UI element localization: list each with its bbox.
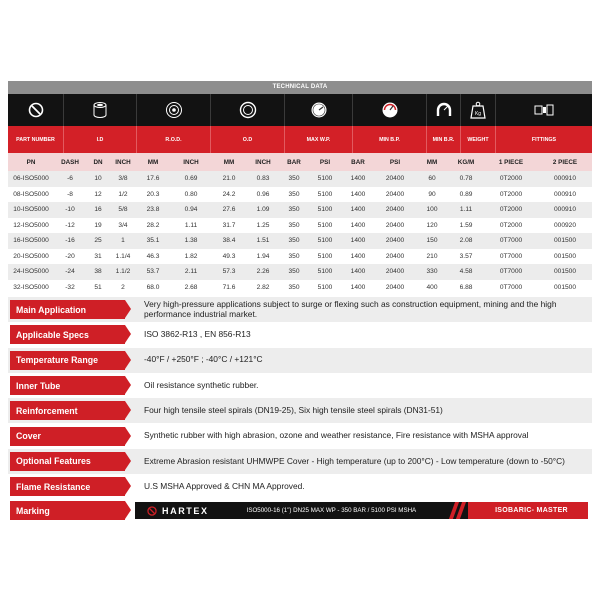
table-cell: 1400 <box>350 252 366 260</box>
table-cell: 2 <box>121 283 125 291</box>
table-cell: 5100 <box>317 190 333 198</box>
subheader-cell: DASH <box>61 158 79 166</box>
part-number-cell: 08-ISO5000 <box>13 190 49 198</box>
table-cell: 20400 <box>385 190 405 198</box>
icon-header-row <box>8 94 592 126</box>
spec-value: Four high tensile steel spirals (DN19-25), Six high tensile steel spirals (DN31-51) <box>144 405 443 416</box>
header-max-wp: MAX W.P. <box>285 126 353 153</box>
spec-row <box>8 423 592 448</box>
technical-data-title: TECHNICAL DATA <box>8 81 592 94</box>
table-cell: 38 <box>94 268 102 276</box>
spec-label: Main Application <box>10 300 125 319</box>
table-cell: 5100 <box>317 268 333 276</box>
part-number-cell: 16-ISO5000 <box>13 237 49 245</box>
table-cell: 20400 <box>385 283 405 291</box>
spec-row-marking <box>8 499 592 522</box>
subheader-cell: 2 PIECE <box>552 158 578 166</box>
table-cell: 1400 <box>350 175 366 183</box>
bend-radius-icon <box>427 94 461 126</box>
table-cell: 19 <box>94 221 102 229</box>
table-cell: 27.6 <box>222 206 236 214</box>
table-cell: 001500 <box>553 252 576 260</box>
subheader-cell: DN <box>93 158 103 166</box>
table-row <box>8 280 592 296</box>
brand-name: HARTEX <box>162 505 209 516</box>
table-cell: 0T2000 <box>499 206 523 214</box>
table-cell: 31 <box>94 252 102 260</box>
outer-diameter-icon <box>211 94 285 126</box>
table-cell: 1.1/2 <box>115 268 131 276</box>
part-number-cell: 20-ISO5000 <box>13 252 49 260</box>
header-id: I.D <box>64 126 137 153</box>
table-cell: 0T7000 <box>499 268 523 276</box>
spec-row <box>8 373 592 398</box>
table-cell: 0T2000 <box>499 175 523 183</box>
subheader-cell: PSI <box>319 158 331 166</box>
table-row <box>8 264 592 280</box>
header-weight: WEIGHT <box>461 126 496 153</box>
table-cell: 350 <box>288 190 300 198</box>
table-cell: 21.0 <box>222 175 236 183</box>
spec-label: Marking <box>10 501 125 520</box>
table-cell: 350 <box>288 268 300 276</box>
subheader-cell: 1 PIECE <box>498 158 524 166</box>
spec-label: Flame Resistance <box>10 477 125 496</box>
svg-text:Kg: Kg <box>474 111 482 117</box>
table-cell: -12 <box>65 221 75 229</box>
subheader-cell: INCH <box>255 158 271 166</box>
part-number-cell: 32-ISO5000 <box>13 283 49 291</box>
table-cell: 20400 <box>385 237 405 245</box>
subheader-cell: MM <box>426 158 438 166</box>
table-cell: 1400 <box>350 190 366 198</box>
table-cell: 330 <box>426 268 438 276</box>
table-cell: 28.2 <box>146 221 160 229</box>
table-cell: 120 <box>426 221 438 229</box>
table-cell: 000910 <box>553 206 576 214</box>
table-cell: 57.3 <box>222 268 236 276</box>
table-cell: -16 <box>65 237 75 245</box>
spec-row <box>8 449 592 474</box>
header-part-number: PART NUMBER <box>8 126 64 153</box>
header-min-br: MIN B.R. <box>427 126 461 153</box>
table-cell: 53.7 <box>146 268 160 276</box>
table-cell: 0.96 <box>256 190 270 198</box>
table-cell: 0T7000 <box>499 252 523 260</box>
table-cell: 17.6 <box>146 175 160 183</box>
column-group-header-row <box>8 126 592 153</box>
table-cell: 0T2000 <box>499 221 523 229</box>
subheader-cell: MM <box>223 158 235 166</box>
subheader-cell: MM <box>147 158 159 166</box>
subheader-cell: PSI <box>389 158 401 166</box>
part-number-cell: 06-ISO5000 <box>13 175 49 183</box>
table-cell: 350 <box>288 206 300 214</box>
technical-data-sheet <box>8 81 592 522</box>
table-cell: 2.82 <box>256 283 270 291</box>
table-cell: 1.94 <box>256 252 270 260</box>
table-cell: 350 <box>288 283 300 291</box>
reinforcement-diameter-icon <box>137 94 211 126</box>
fittings-icon <box>496 94 592 126</box>
table-cell: 5100 <box>317 252 333 260</box>
table-cell: 0.80 <box>184 190 198 198</box>
table-cell: 001500 <box>553 283 576 291</box>
spec-label: Cover <box>10 427 125 446</box>
table-cell: 5100 <box>317 221 333 229</box>
table-cell: 000910 <box>553 175 576 183</box>
table-cell: 1400 <box>350 237 366 245</box>
subheader-cell: INCH <box>115 158 131 166</box>
table-cell: 20400 <box>385 175 405 183</box>
table-cell: 20.3 <box>146 190 160 198</box>
spec-label: Reinforcement <box>10 401 125 420</box>
table-cell: 0.78 <box>459 175 473 183</box>
unit-subheader-row <box>8 153 592 171</box>
spec-value: U.S MSHA Approved & CHN MA Approved. <box>144 480 305 491</box>
table-cell: 24.2 <box>222 190 236 198</box>
table-cell: 0.89 <box>459 190 473 198</box>
burst-gauge-icon <box>353 94 427 126</box>
table-cell: 3/4 <box>118 221 128 229</box>
table-cell: 12 <box>94 190 102 198</box>
table-row <box>8 249 592 265</box>
table-cell: 1.38 <box>184 237 198 245</box>
table-cell: 2.68 <box>184 283 198 291</box>
spec-row <box>8 398 592 423</box>
table-cell: 350 <box>288 221 300 229</box>
spec-value: -40°F / +250°F ; -40°C / +121°C <box>144 354 263 365</box>
table-cell: 20400 <box>385 221 405 229</box>
table-cell: 51 <box>94 283 102 291</box>
spec-value: Synthetic rubber with high abrasion, ozone and weather resistance, Fire resistance with MSHA approval <box>144 430 529 441</box>
table-cell: 71.6 <box>222 283 236 291</box>
table-cell: 1.59 <box>459 221 473 229</box>
spec-row <box>8 474 592 499</box>
table-cell: 20400 <box>385 268 405 276</box>
table-cell: 20400 <box>385 206 405 214</box>
part-number-cell: 12-ISO5000 <box>13 221 49 229</box>
table-cell: 350 <box>288 252 300 260</box>
table-cell: 150 <box>426 237 438 245</box>
table-row <box>8 218 592 234</box>
table-cell: 0T2000 <box>499 190 523 198</box>
table-cell: 400 <box>426 283 438 291</box>
marking-iso-label: ISOBARIC- MASTER <box>495 507 568 515</box>
table-cell: 1.82 <box>184 252 198 260</box>
table-cell: 90 <box>428 190 436 198</box>
table-cell: 4.58 <box>459 268 473 276</box>
data-table-body <box>8 171 592 295</box>
spec-label: Inner Tube <box>10 376 125 395</box>
weight-icon <box>461 94 496 126</box>
table-row <box>8 233 592 249</box>
table-cell: 25 <box>94 237 102 245</box>
spec-value: Oil resistance synthetic rubber. <box>144 379 259 390</box>
table-cell: 46.3 <box>146 252 160 260</box>
subheader-cell: KG/M <box>457 158 475 166</box>
subheader-cell: INCH <box>183 158 199 166</box>
table-cell: 3.57 <box>459 252 473 260</box>
header-od: O.D <box>211 126 285 153</box>
spec-list <box>8 297 592 499</box>
table-cell: 60 <box>428 175 436 183</box>
table-cell: 100 <box>426 206 438 214</box>
table-cell: 1400 <box>350 206 366 214</box>
table-cell: 350 <box>288 175 300 183</box>
subheader-cell: BAR <box>351 158 365 166</box>
table-cell: 350 <box>288 237 300 245</box>
table-cell: 35.1 <box>146 237 160 245</box>
spec-label: Optional Features <box>10 452 125 471</box>
table-cell: 1400 <box>350 283 366 291</box>
spec-row <box>8 322 592 347</box>
spec-label: Applicable Specs <box>10 325 125 344</box>
table-cell: 001500 <box>553 268 576 276</box>
table-cell: 5100 <box>317 237 333 245</box>
table-cell: 0.83 <box>256 175 270 183</box>
table-cell: 20400 <box>385 252 405 260</box>
table-cell: 38.4 <box>222 237 236 245</box>
table-cell: -10 <box>65 206 75 214</box>
header-rod: R.O.D. <box>137 126 211 153</box>
table-cell: -20 <box>65 252 75 260</box>
header-fittings: FITTINGS <box>531 136 557 143</box>
table-row <box>8 187 592 203</box>
table-cell: 001500 <box>553 237 576 245</box>
spec-row <box>8 297 592 322</box>
table-cell: 5100 <box>317 206 333 214</box>
table-cell: 1.1/4 <box>115 252 131 260</box>
table-cell: -6 <box>67 175 73 183</box>
table-cell: 1.11 <box>184 221 198 229</box>
spec-value: Very high-pressure applications subject to surge or flexing such as construction equipment, mining and the high performance industrial market. <box>144 299 557 319</box>
header-min-bp: MIN B.P. <box>353 126 427 153</box>
part-number-cell: 10-ISO5000 <box>13 206 49 214</box>
table-cell: 1400 <box>350 268 366 276</box>
table-cell: 2.08 <box>459 237 473 245</box>
brand-logo-icon <box>147 506 157 516</box>
table-cell: -24 <box>65 268 75 276</box>
marking-strip <box>135 502 588 519</box>
spec-value: ISO 3862-R13 , EN 856-R13 <box>144 329 251 340</box>
table-cell: 16 <box>94 206 102 214</box>
table-cell: 0T7000 <box>499 283 523 291</box>
marking-text: ISO5000-16 (1") DN25 MAX WP - 350 BAR / 5100 PSI MSHA <box>246 507 417 515</box>
table-row <box>8 171 592 187</box>
table-cell: 000910 <box>553 190 576 198</box>
table-cell: 23.8 <box>146 206 160 214</box>
table-cell: 2.11 <box>184 268 198 276</box>
pressure-gauge-icon <box>285 94 353 126</box>
table-cell: 49.3 <box>222 252 236 260</box>
table-cell: 31.7 <box>222 221 236 229</box>
table-cell: 1/2 <box>118 190 128 198</box>
brand-logo-icon <box>8 94 64 126</box>
table-cell: 5100 <box>317 283 333 291</box>
table-cell: 1.25 <box>256 221 270 229</box>
table-cell: -32 <box>65 283 75 291</box>
table-cell: 1 <box>121 237 125 245</box>
table-cell: 2.26 <box>256 268 270 276</box>
part-number-cell: 24-ISO5000 <box>13 268 49 276</box>
table-cell: 10 <box>94 175 102 183</box>
table-cell: 6.88 <box>459 283 473 291</box>
table-cell: 0T7000 <box>499 237 523 245</box>
hartex-logo <box>147 506 209 516</box>
table-cell: 1400 <box>350 221 366 229</box>
spec-row <box>8 348 592 373</box>
table-cell: -8 <box>67 190 73 198</box>
table-row <box>8 202 592 218</box>
table-cell: 0.94 <box>184 206 198 214</box>
table-cell: 1.09 <box>256 206 270 214</box>
inner-diameter-icon <box>64 94 137 126</box>
table-cell: 1.11 <box>459 206 473 214</box>
spec-label: Temperature Range <box>10 351 125 370</box>
table-cell: 000920 <box>553 221 576 229</box>
subheader-cell: BAR <box>287 158 301 166</box>
table-cell: 5/8 <box>118 206 128 214</box>
table-cell: 210 <box>426 252 438 260</box>
table-cell: 68.0 <box>146 283 160 291</box>
table-cell: 3/8 <box>118 175 128 183</box>
table-cell: 1.51 <box>256 237 270 245</box>
table-cell: 5100 <box>317 175 333 183</box>
spec-value: Extreme Abrasion resistant UHMWPE Cover - High temperature (up to 200°C) - Low temperature (down to -50°C) <box>144 455 565 466</box>
table-cell: 0.69 <box>184 175 198 183</box>
subheader-cell: PN <box>26 158 36 166</box>
